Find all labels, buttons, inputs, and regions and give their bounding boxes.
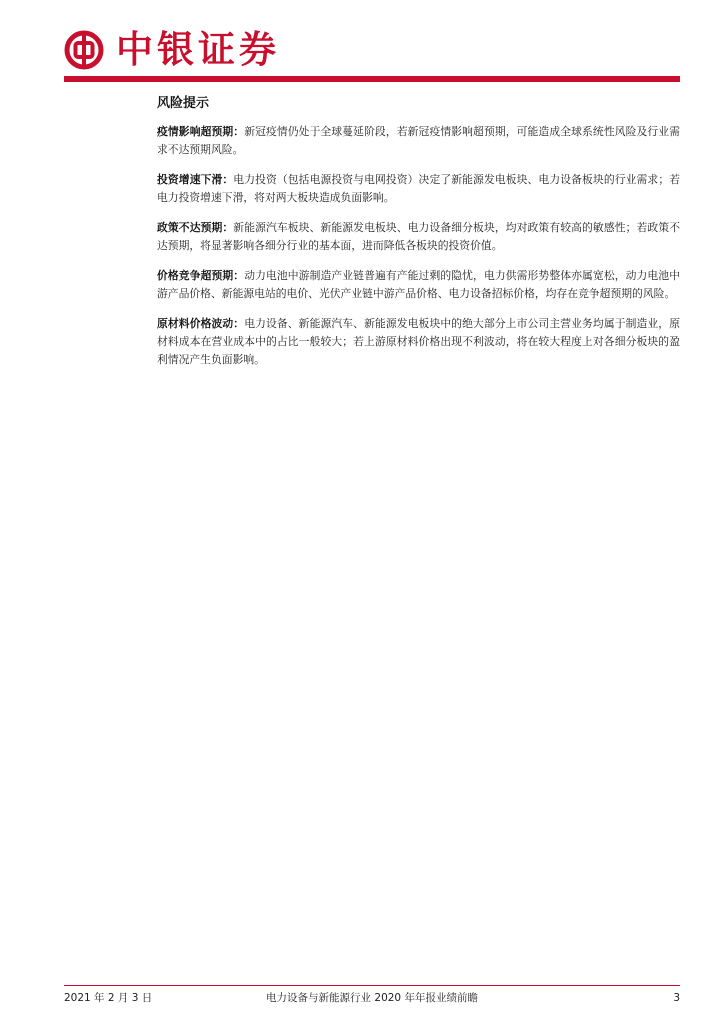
risk-item-price-competition xyxy=(157,267,680,303)
risk-label: 价格竞争超预期： xyxy=(157,269,245,282)
risk-label: 疫情影响超预期： xyxy=(157,125,245,138)
risk-item-raw-materials xyxy=(157,315,680,369)
risk-text: 电力设备、新能源汽车、新能源发电板块中的绝大部分上市公司主营业务均属于制造业，原材料成本在营业成本中的占比一般较大；若上游原材料价格出现不利波动，将在较大程度上对各细分板块的盈利情况产生负面影响。 xyxy=(157,317,681,366)
footer-report-title: 电力设备与新能源行业 2020 年年报业绩前瞻 xyxy=(266,992,478,1004)
risk-label: 政策不达预期： xyxy=(157,221,234,234)
page-footer xyxy=(64,990,680,1006)
header-divider xyxy=(64,76,680,82)
risk-label: 投资增速下滑： xyxy=(157,173,234,186)
risk-text: 新冠疫情仍处于全球蔓延阶段，若新冠疫情影响超预期，可能造成全球系统性风险及行业需求不达预期风险。 xyxy=(157,125,681,156)
risk-text: 电力投资（包括电源投资与电网投资）决定了新能源发电板块、电力设备板块的行业需求；若电力投资增速下滑，将对两大板块造成负面影响。 xyxy=(157,173,681,204)
page-header xyxy=(0,0,724,90)
risk-item-pandemic xyxy=(157,123,680,159)
footer-date: 2021 年 2 月 3 日 xyxy=(64,992,153,1004)
bank-of-china-logo-icon xyxy=(64,30,104,70)
risk-item-investment xyxy=(157,171,680,207)
risk-text: 动力电池中游制造产业链普遍有产能过剩的隐忧，电力供需形势整体亦属宽松，动力电池中游产品价格、新能源电站的电价、光伏产业链中游产品价格、电力设备招标价格，均存在竞争超预期的风险。 xyxy=(157,269,681,300)
footer-divider xyxy=(64,985,680,986)
section-title: 风险提示 xyxy=(157,96,210,111)
risk-section xyxy=(157,95,680,381)
risk-item-policy xyxy=(157,219,680,255)
risk-label: 原材料价格波动： xyxy=(157,317,245,330)
brand-name: 中银证券 xyxy=(116,27,280,71)
risk-text: 新能源汽车板块、新能源发电板块、电力设备细分板块，均对政策有较高的敏感性；若政策不达预期，将显著影响各细分行业的基本面，进而降低各板块的投资价值。 xyxy=(157,221,681,252)
page-number: 3 xyxy=(673,992,680,1004)
